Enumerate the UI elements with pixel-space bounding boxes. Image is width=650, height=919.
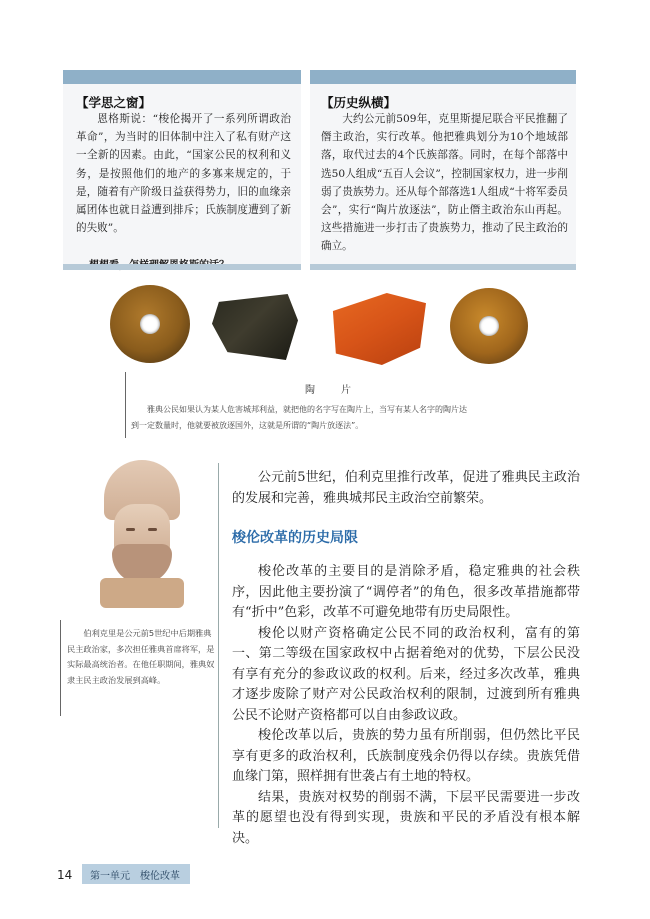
paragraph: 梭伦以财产资格确定公民不同的政治权利，富有的第一、第二等级在国家政权中占据着绝对的优势，下层公民没有享有充分的参政议政的权利。后来，经过多次改革，雅典才逐步废除了财产对公民政治权利的限制，过渡到所有雅典公民不论财产资格都可以自由参政议政。 bbox=[232, 625, 580, 723]
section-body bbox=[232, 562, 580, 849]
box-footer-bar bbox=[310, 264, 576, 270]
side-caption: 伯利克里是公元前5世纪中后期雅典民主政治家，多次担任雅典首席将军，是实际最高统治者。在他任职期间，雅典奴隶主民主政治发展到高峰。 bbox=[67, 628, 215, 685]
intro-paragraph bbox=[232, 468, 580, 509]
page-number: 14 bbox=[57, 868, 73, 882]
box-header-bar bbox=[63, 70, 301, 84]
side-caption-rule bbox=[60, 620, 61, 716]
ostracon-image bbox=[450, 288, 528, 364]
history-box bbox=[310, 70, 576, 270]
box-footer-bar bbox=[63, 264, 301, 270]
body-rule bbox=[218, 463, 219, 828]
box-text: 大约公元前509年，克里斯提尼联合平民推翻了僭主政治，实行改革。他把雅典划分为10个地域部落，取代过去的4个氏族部落。同时，在每个部落中选50人组成“五百人会议”，控制国家权力，进一步削弱了贵族势力。还从每个部落选1人组成“十将军委员会”，实行“陶片放逐法”，防止僭主政治东山再起。这些措施进一步打击了贵族势力，推动了民主政治的确立。 bbox=[321, 113, 568, 253]
ostracon-image bbox=[110, 285, 190, 363]
box-title: 【历史纵横】 bbox=[321, 95, 397, 110]
section-heading: 梭伦改革的历史局限 bbox=[232, 530, 358, 546]
caption-rule bbox=[125, 372, 126, 438]
ostracon-image bbox=[328, 293, 426, 365]
paragraph: 公元前5世纪，伯利克里推行改革，促进了雅典民主政治的发展和完善，雅典城邦民主政治空前繁荣。 bbox=[232, 470, 580, 506]
unit-label: 第一单元 梭伦改革 bbox=[90, 871, 180, 882]
study-window-box bbox=[63, 70, 301, 270]
box-header-bar bbox=[310, 70, 576, 84]
figure-title: 陶 片 bbox=[305, 385, 359, 396]
paragraph: 结果，贵族对权势的削弱不满，下层平民需要进一步改革的愿望也没有得到实现，贵族和平民的矛盾没有根本解决。 bbox=[232, 789, 580, 846]
paragraph: 梭伦改革的主要目的是消除矛盾，稳定雅典的社会秩序，因此他主要扮演了“调停者”的角色，很多改革措施都带有“折中”色彩，改革不可避免地带有历史局限性。 bbox=[232, 564, 580, 620]
box-text: 恩格斯说：“梭伦揭开了一系列所谓政治革命”，为当时的旧体制中注入了私有财产这一全新的因素。由此，“国家公民的权利和义务，是按照他们的地产的多寡来规定的，于是，随着有产阶级日益获得势力，旧的血缘亲属团体也就日益遭到排斥；氏族制度遭到了新的失败”。 bbox=[76, 113, 291, 235]
paragraph: 梭伦改革以后，贵族的势力虽有所削弱，但仍然比平民享有更多的政治权利，氏族制度残余仍得以存续。贵族凭借血缘门第，照样拥有世袭占有土地的特权。 bbox=[232, 728, 580, 784]
pericles-bust-image bbox=[96, 460, 188, 608]
figure-caption: 雅典公民如果认为某人危害城邦利益，就把他的名字写在陶片上，当写有某人名字的陶片达到一定数量时，他就要被放逐国外，这就是所谓的“陶片放逐法”。 bbox=[131, 405, 467, 430]
box-title: 【学思之窗】 bbox=[76, 95, 152, 110]
ostracon-image bbox=[212, 294, 298, 360]
